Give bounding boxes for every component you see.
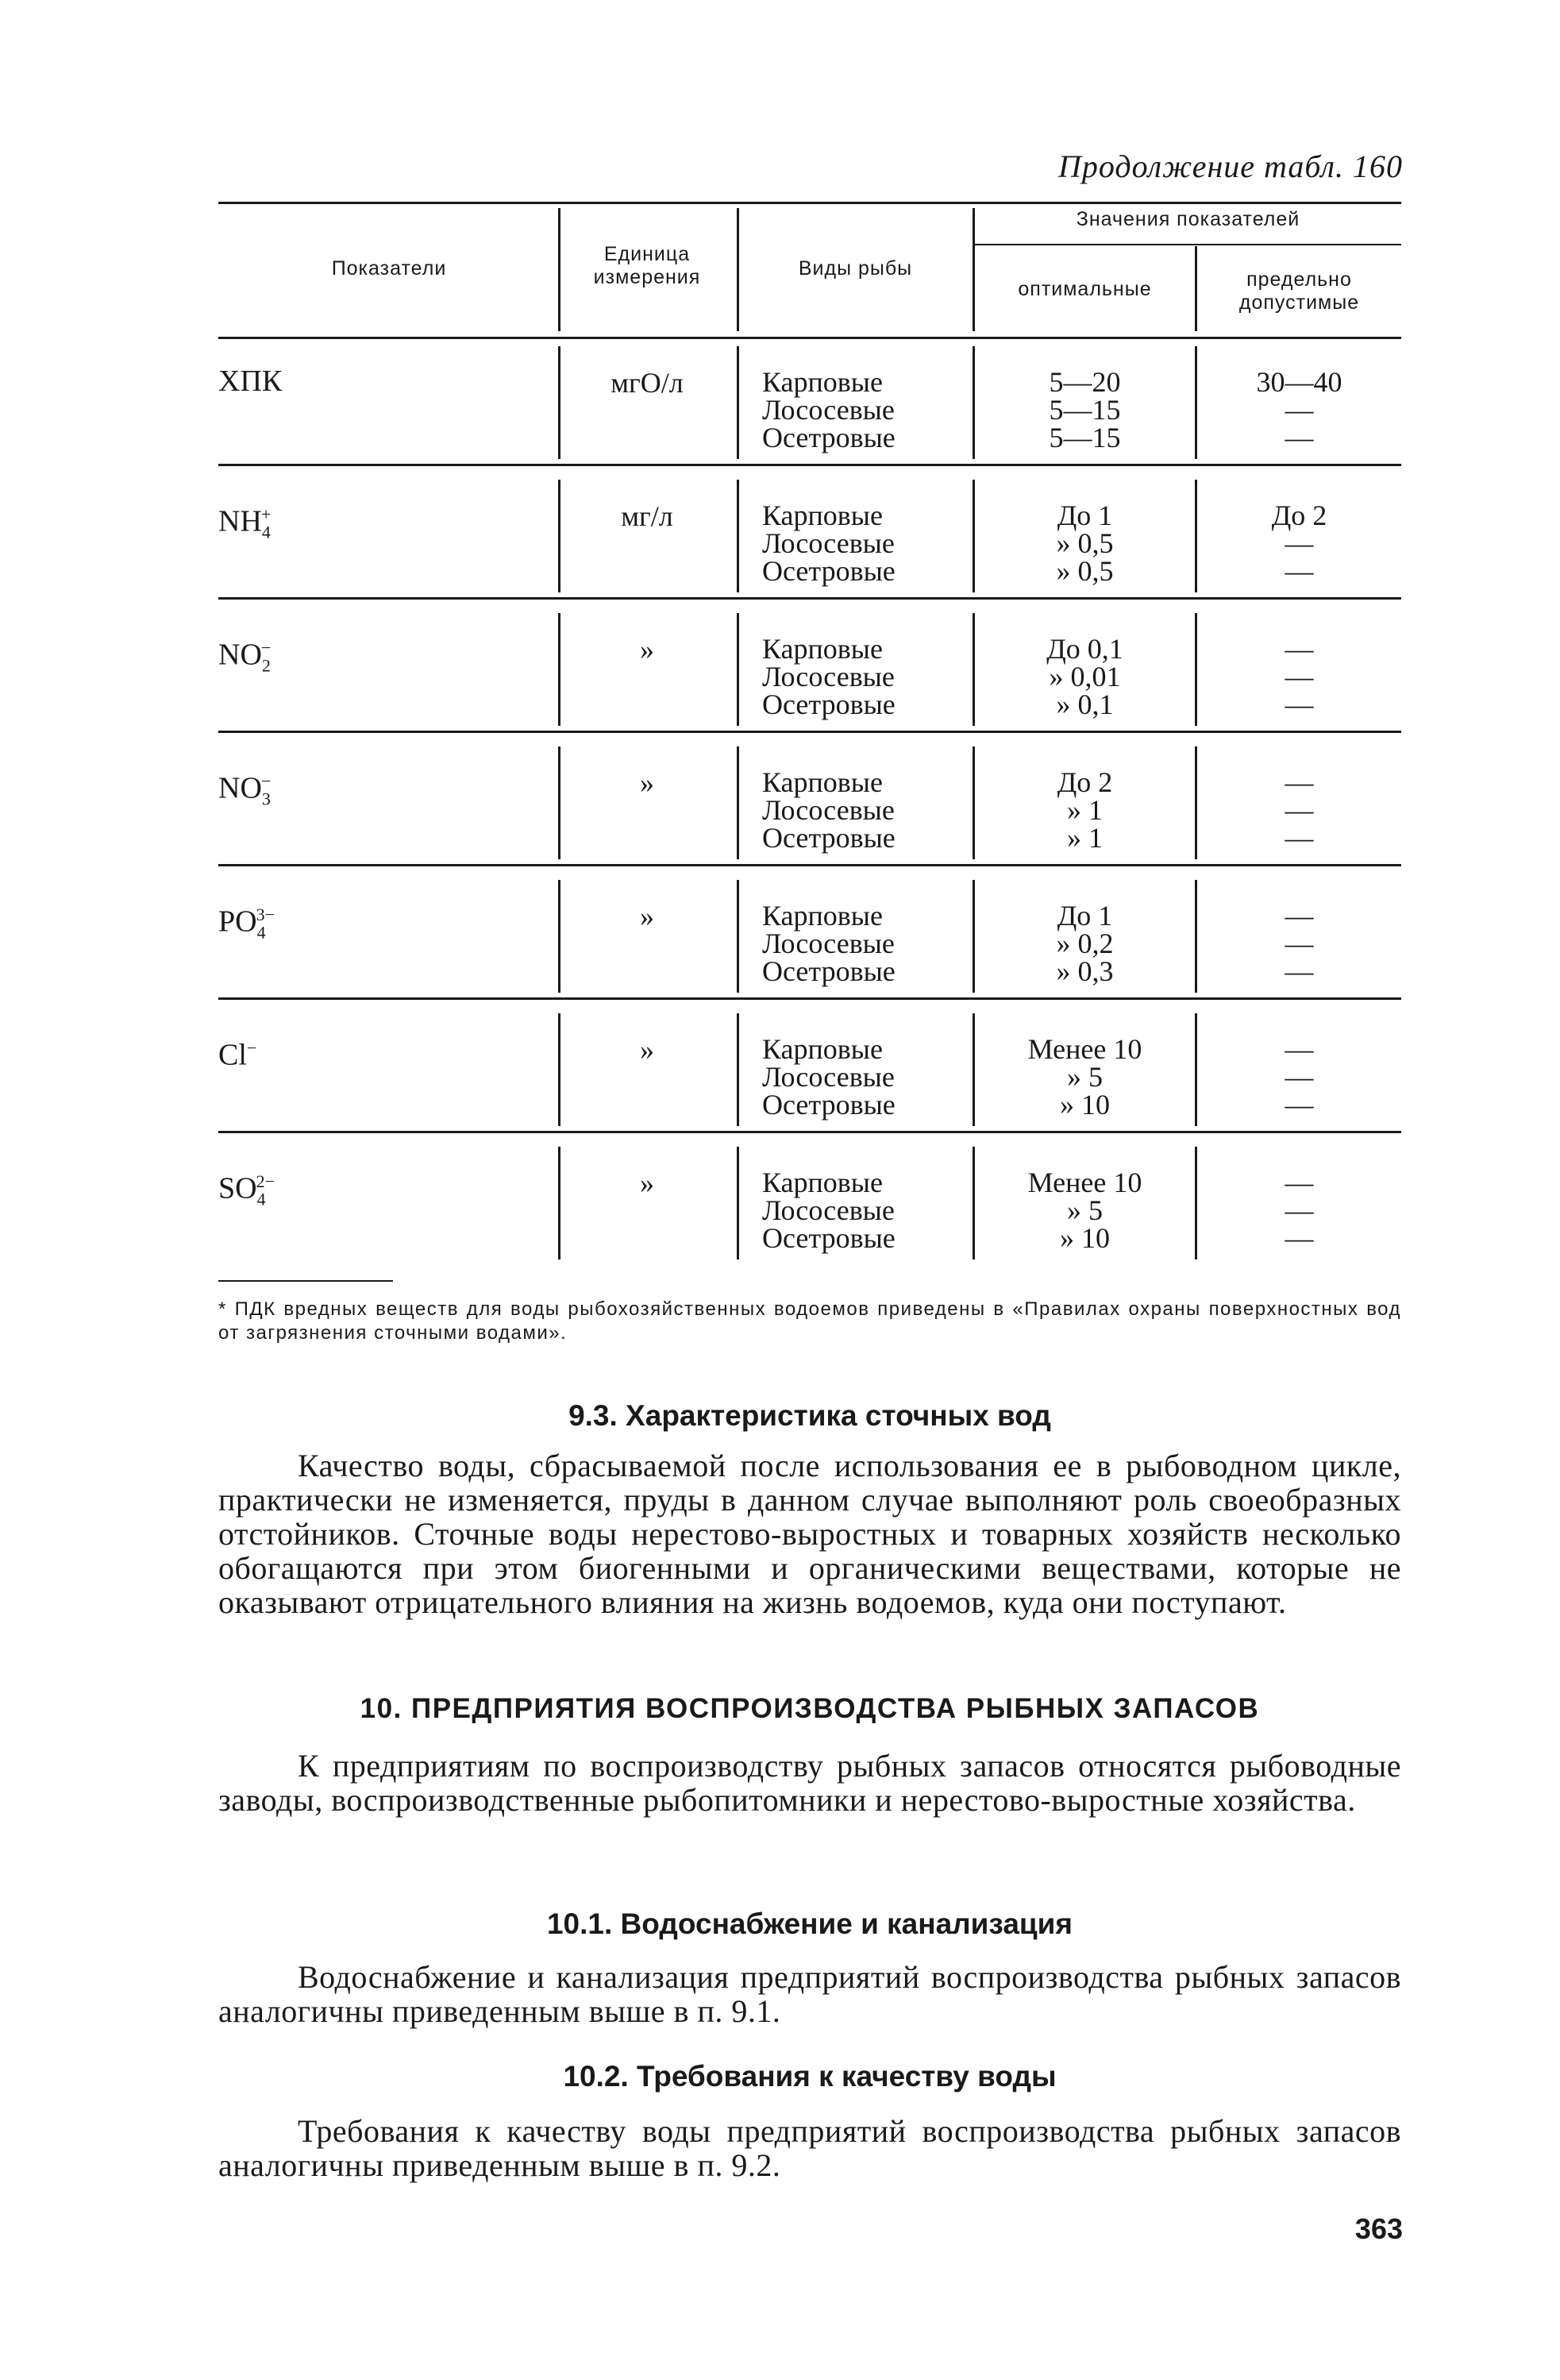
fish-species-cell-line: Осетровые [762,689,896,720]
unit-cell: » [640,901,654,932]
optimal-value-cell-line: До 1 [1057,900,1113,932]
optimal-value-cell-line: » 0,5 [1056,527,1114,559]
fish-species-cell [762,1033,896,1121]
fish-species-cell-line: Лососевые [762,394,895,426]
page-number: 363 [1354,2212,1403,2245]
section-10-text [218,1749,1401,1817]
section-10-2-title: 10.2. Требования к качеству воды [563,2060,1057,2093]
optimal-value-cell-line: До 2 [1057,766,1113,798]
indicator-charge: 3− [256,905,275,924]
section-9-3-text [218,1448,1401,1619]
max-allowed-cell-line: — [1285,1222,1314,1254]
optimal-value-cell [975,368,1195,452]
indicator-subscript: 4 [261,522,271,542]
max-allowed-cell-line: — [1285,422,1314,453]
max-allowed-cell-line: — [1285,1033,1314,1065]
max-allowed-cell-line: До 2 [1271,500,1327,531]
max-allowed-cell [1197,635,1401,719]
optimal-value-cell-line: 5—15 [1049,394,1121,426]
values-group-rule [975,244,1401,245]
indicator-name [218,632,271,681]
unit-cell: » [640,634,654,665]
indicator-subscript: 2 [261,655,271,676]
row-separator [218,464,1401,466]
max-allowed-cell-line: — [1285,527,1314,559]
column-divider [558,1013,560,1126]
indicator-name [218,899,275,948]
column-divider [737,480,739,592]
column-divider [737,1013,739,1126]
fish-species-cell-line: Лососевые [762,527,895,559]
max-allowed-cell [1197,1169,1401,1252]
optimal-value-cell-line: » 1 [1067,794,1103,826]
row-separator [218,731,1401,733]
indicator-subscript: 4 [256,922,266,943]
indicator-formula: NO [218,771,262,805]
optimal-value-cell-line: » 1 [1067,822,1103,854]
column-divider [558,880,560,993]
max-allowed-cell-line: — [1285,394,1314,426]
max-allowed-cell [1197,1033,1401,1121]
max-allowed-cell [1197,368,1401,452]
max-allowed-cell-line: — [1285,900,1314,932]
indicator-subscript: 3 [261,789,271,809]
indicator-formula: SO [218,1171,257,1205]
section-10-2-body: Требования к качеству воды предприятий воспроизводства рыбных запасов аналогичны приведенным выше в п. 9.2. [218,2113,1401,2183]
max-allowed-cell-line: — [1285,555,1314,587]
optimal-value-cell-line: » 10 [1060,1222,1110,1254]
indicator-formula: NO [218,638,262,672]
column-divider [737,613,739,726]
section-10-2-text [218,2114,1401,2182]
max-allowed-cell [1197,766,1401,854]
column-divider [558,480,560,592]
fish-species-cell-line: Осетровые [762,955,896,987]
indicator-charge: − [246,1038,257,1058]
unit-cell: » [640,767,654,799]
fish-species-cell-line: Лососевые [762,1194,895,1226]
fish-species-cell-line: Осетровые [762,422,896,453]
unit-cell: мгО/л [611,367,684,399]
fish-species-cell [762,502,896,585]
max-allowed-cell [1197,502,1401,585]
fish-species-cell-line: Карповые [762,633,883,665]
indicator-name [218,1166,275,1215]
fish-species-cell-line: Карповые [762,1167,883,1198]
header-optimal: оптимальные [1018,278,1152,300]
section-9-3-title: 9.3. Характеристика сточных вод [568,1399,1051,1432]
column-divider [737,1147,739,1259]
max-allowed-cell-line: — [1285,633,1314,665]
max-allowed-cell-line: — [1285,928,1314,959]
section-10-1-body: Водоснабжение и канализация предприятий воспроизводства рыбных запасов аналогичны приведенным выше в п. 9.1. [218,1959,1401,2029]
optimal-value-cell [975,502,1195,585]
optimal-value-cell-line: » 5 [1067,1061,1103,1093]
table-top-rule [218,202,1401,204]
section-10-body: К предприятиям по воспроизводству рыбных запасов относятся рыбоводные заводы, воспроизводственные рыбопитомники и нерестово-выростные хозяйства. [218,1748,1401,1818]
fish-species-cell [762,635,896,719]
indicator-charge: − [260,771,272,791]
max-allowed-cell-line: — [1285,1089,1314,1121]
header-bottom-rule [218,337,1401,339]
max-allowed-cell-line: — [1285,689,1314,720]
row-separator [218,864,1401,866]
row-separator [218,597,1401,600]
column-divider [737,746,739,859]
indicator-name [218,1032,256,1071]
optimal-value-cell [975,766,1195,854]
header-fish: Виды рыбы [798,257,913,280]
max-allowed-cell-line: — [1285,766,1314,798]
indicator-charge: 2− [256,1171,275,1191]
indicator-formula: PO [218,905,257,939]
indicator-formula: NH [218,504,262,538]
header-unit: Единица измерения [593,243,701,288]
max-allowed-cell-line: — [1285,1194,1314,1226]
unit-cell: » [640,1034,654,1066]
unit-cell: » [640,1167,654,1199]
running-head: Продолжение табл. 160 [1057,149,1403,184]
fish-species-cell [762,1169,896,1252]
column-divider [558,346,560,459]
fish-species-cell [762,368,896,452]
section-9-3-body: Качество воды, сбрасываемой после использования ее в рыбоводном цикле, практически не изменяется, пруды в данном случае выполняют роль своеобразных отстойников. Сточные воды нерестово-выростных и товарных хозяйств несколько обогащаются при этом биогенными и органическими веществами, которые не оказывают отрицательного влияния на жизнь водоемов, куда они поступают. [218,1448,1401,1620]
max-allowed-cell-line: — [1285,794,1314,826]
fish-species-cell [762,766,896,854]
column-divider [737,880,739,993]
fish-species-cell-line: Осетровые [762,822,896,854]
optimal-value-cell-line: » 0,2 [1056,928,1114,959]
optimal-value-cell-line: Менее 10 [1027,1033,1142,1065]
indicator-name [218,499,271,548]
max-allowed-cell-line: — [1285,822,1314,854]
fish-species-cell-line: Осетровые [762,1089,896,1121]
fish-species-cell-line: Осетровые [762,1222,896,1254]
column-divider [558,613,560,726]
indicator-charge: + [260,504,272,524]
fish-species-cell-line: Лососевые [762,794,895,826]
optimal-value-cell [975,1169,1195,1252]
max-allowed-cell-line: 30—40 [1256,366,1342,398]
optimal-value-cell-line: Менее 10 [1027,1167,1142,1198]
optimal-value-cell [975,1033,1195,1121]
indicator-name [218,766,271,815]
max-allowed-cell [1197,902,1401,986]
optimal-value-cell [975,902,1195,986]
optimal-value-cell-line: » 0,3 [1056,955,1114,987]
fish-species-cell-line: Карповые [762,500,883,531]
optimal-value-cell-line: » 10 [1060,1089,1110,1121]
optimal-value-cell-line: » 0,1 [1056,689,1114,720]
max-allowed-cell-line: — [1285,1061,1314,1093]
fish-species-cell-line: Лососевые [762,661,895,692]
footnote-rule [218,1280,393,1282]
indicator-formula: ХПК [218,365,283,398]
indicator-formula: Cl [218,1038,247,1072]
unit-cell: мг/л [621,500,673,532]
optimal-value-cell-line: До 1 [1057,500,1113,531]
header-indicator: Показатели [331,257,447,280]
indicator-name [218,365,282,397]
optimal-value-cell-line: 5—20 [1049,366,1121,398]
max-allowed-cell-line: — [1285,661,1314,692]
fish-species-cell [762,902,896,986]
optimal-value-cell-line: » 0,5 [1056,555,1114,587]
column-divider [558,1147,560,1259]
optimal-value-cell [975,635,1195,719]
fish-species-cell-line: Лососевые [762,928,895,959]
optimal-value-cell-line: » 5 [1067,1194,1103,1226]
optimal-value-cell-line: » 0,01 [1049,661,1121,692]
header-max-allowed: предельно допустимые [1238,268,1360,314]
max-allowed-cell-line: — [1285,955,1314,987]
indicator-subscript: 4 [256,1189,266,1209]
section-10-title: 10. ПРЕДПРИЯТИЯ ВОСПРОИЗВОДСТВА РЫБНЫХ ЗАПАСОВ [360,1693,1260,1724]
section-10-1-text [218,1960,1401,2028]
fish-species-cell-line: Карповые [762,366,883,398]
column-divider [737,346,739,459]
optimal-value-cell-line: До 0,1 [1046,633,1123,665]
fish-species-cell-line: Карповые [762,900,883,932]
optimal-value-cell-line: 5—15 [1049,422,1121,453]
header-values-group: Значения показателей [1076,208,1300,230]
fish-species-cell-line: Карповые [762,766,883,798]
row-separator [218,997,1401,1000]
indicator-charge: − [260,638,272,658]
footnote: * ПДК вредных веществ для воды рыбохозяйственных водоемов приведены в «Правилах охраны поверхностных вод от загрязнения сточными водами». [218,1298,1401,1344]
column-divider [558,746,560,859]
section-10-1-title: 10.1. Водоснабжение и канализация [546,1907,1073,1940]
fish-species-cell-line: Лососевые [762,1061,895,1093]
fish-species-cell-line: Осетровые [762,555,896,587]
fish-species-cell-line: Карповые [762,1033,883,1065]
row-separator [218,1131,1401,1133]
max-allowed-cell-line: — [1285,1167,1314,1198]
